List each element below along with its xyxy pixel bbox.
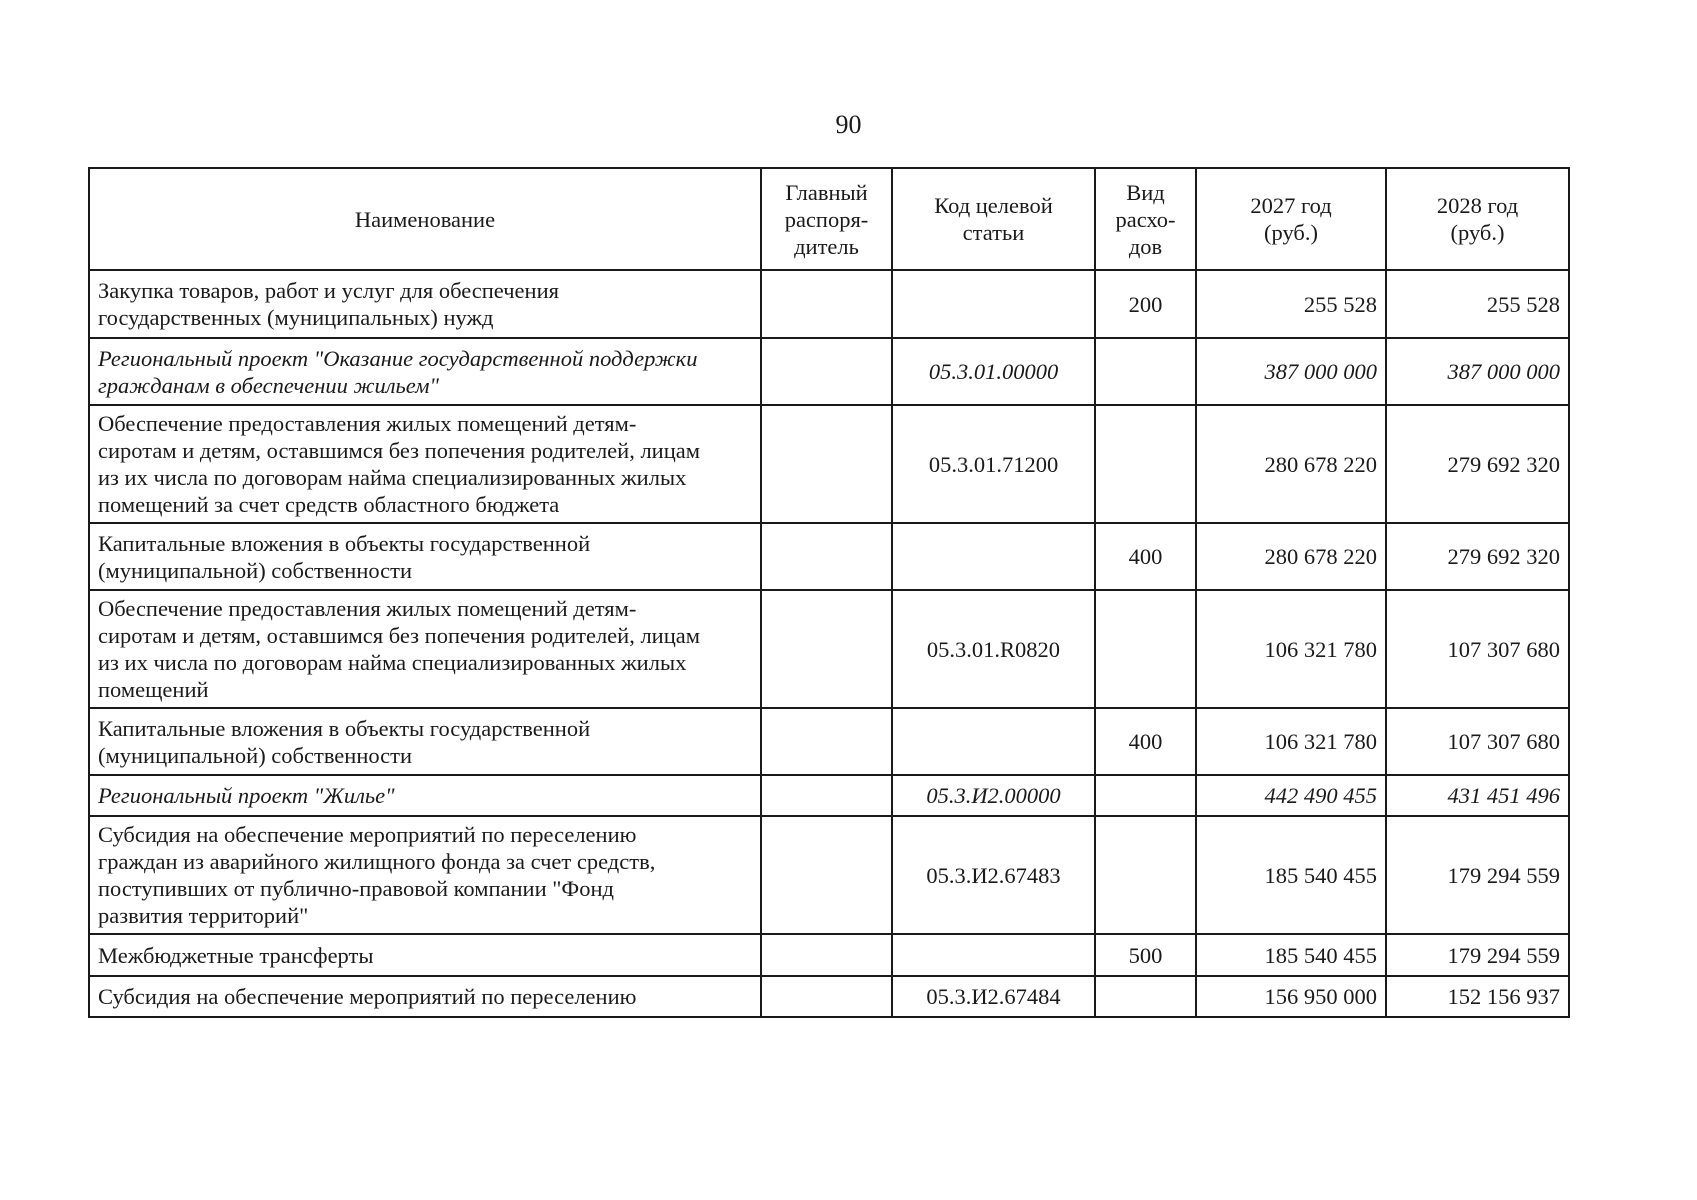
name-cell: [89, 270, 761, 338]
text-line: Межбюджетные трансферты: [98, 942, 374, 968]
text-line: помещений: [98, 677, 209, 702]
expense-type-cell: [1095, 338, 1196, 405]
header-2028: [1386, 168, 1569, 270]
code-cell: [892, 708, 1095, 775]
header-name: Наименование: [89, 168, 761, 270]
table-row: [89, 270, 1569, 338]
header-admin: [761, 168, 892, 270]
expense-type-cell: 200: [1095, 270, 1196, 338]
text-line: Закупка товаров, работ и услуг для обеспечения: [98, 278, 559, 303]
amount-2028-cell: 107 307 680: [1386, 590, 1569, 708]
table-row: [89, 816, 1569, 934]
text-line: (муниципальной) собственности: [98, 742, 413, 768]
table-body: [89, 270, 1569, 1017]
text-line: 2027 год: [1250, 193, 1332, 218]
amount-2027-cell: 255 528: [1196, 270, 1386, 338]
table-row: [89, 708, 1569, 775]
text-line: гражданам в обеспечении жильем": [98, 372, 439, 398]
text-line: распоря-: [784, 206, 869, 232]
name-cell: [89, 775, 761, 816]
admin-cell: [761, 523, 892, 590]
expense-type-cell: [1095, 405, 1196, 523]
amount-2027-cell: 156 950 000: [1196, 976, 1386, 1017]
text-line: поступивших от публично-правовой компании "Фонд: [98, 876, 614, 901]
text-line: (муниципальной) собственности: [98, 557, 413, 583]
amount-2028-cell: 152 156 937: [1386, 976, 1569, 1017]
admin-cell: [761, 590, 892, 708]
text-line: Капитальные вложения в объекты государственной: [98, 715, 591, 741]
admin-cell: [761, 976, 892, 1017]
table-row: [89, 590, 1569, 708]
text-line: государственных (муниципальных) нужд: [98, 305, 494, 330]
text-line: статьи: [962, 220, 1025, 245]
amount-2027-cell: 185 540 455: [1196, 816, 1386, 934]
amount-2027-cell: 442 490 455: [1196, 775, 1386, 816]
code-cell: [892, 270, 1095, 338]
code-cell: 05.3.И2.00000: [892, 775, 1095, 816]
amount-2028-cell: 179 294 559: [1386, 934, 1569, 976]
code-cell: [892, 934, 1095, 976]
name-cell: [89, 708, 761, 775]
text-line: расхо-: [1115, 206, 1176, 232]
text-line: (руб.): [1450, 220, 1505, 245]
admin-cell: [761, 816, 892, 934]
table-header-row: [89, 168, 1569, 270]
table-row: [89, 523, 1569, 590]
amount-2027-cell: 280 678 220: [1196, 405, 1386, 523]
amount-2027-cell: 106 321 780: [1196, 708, 1386, 775]
text-line: из их числа по договорам найма специализированных жилых: [98, 650, 687, 675]
amount-2027-cell: 106 321 780: [1196, 590, 1386, 708]
text-line: Код целевой: [934, 193, 1053, 218]
text-line: (руб.): [1264, 220, 1318, 245]
admin-cell: [761, 775, 892, 816]
budget-table: [88, 167, 1570, 1018]
code-cell: 05.3.И2.67484: [892, 976, 1095, 1017]
amount-2027-cell: 387 000 000: [1196, 338, 1386, 405]
text-line: сиротам и детям, оставшимся без попечения родителей, лицам: [98, 623, 700, 648]
expense-type-cell: 400: [1095, 523, 1196, 590]
text-line: Капитальные вложения в объекты государственной: [98, 530, 591, 556]
expense-type-cell: 400: [1095, 708, 1196, 775]
amount-2028-cell: 179 294 559: [1386, 816, 1569, 934]
amount-2027-cell: 280 678 220: [1196, 523, 1386, 590]
name-cell: [89, 405, 761, 523]
code-cell: 05.3.01.00000: [892, 338, 1095, 405]
text-line: Главный: [785, 179, 868, 205]
text-line: из их числа по договорам найма специализированных жилых: [98, 465, 687, 490]
admin-cell: [761, 405, 892, 523]
header-code: [892, 168, 1095, 270]
text-line: развития территорий": [98, 903, 309, 928]
expense-type-cell: [1095, 816, 1196, 934]
admin-cell: [761, 338, 892, 405]
text-line: Субсидия на обеспечение мероприятий по переселению: [98, 822, 637, 847]
table-row: [89, 405, 1569, 523]
text-line: 2028 год: [1436, 193, 1519, 218]
expense-type-cell: [1095, 976, 1196, 1017]
header-expense-type: [1095, 168, 1196, 270]
amount-2027-cell: 185 540 455: [1196, 934, 1386, 976]
amount-2028-cell: 431 451 496: [1386, 775, 1569, 816]
expense-type-cell: [1095, 775, 1196, 816]
code-cell: 05.3.01.R0820: [892, 590, 1095, 708]
amount-2028-cell: 279 692 320: [1386, 523, 1569, 590]
admin-cell: [761, 934, 892, 976]
text-line: дитель: [794, 233, 859, 259]
name-cell: [89, 523, 761, 590]
code-cell: [892, 523, 1095, 590]
amount-2028-cell: 255 528: [1386, 270, 1569, 338]
text-line: помещений за счет средств областного бюджета: [98, 492, 560, 517]
name-cell: [89, 934, 761, 976]
name-cell: [89, 976, 761, 1017]
text-line: Субсидия на обеспечение мероприятий по переселению: [98, 984, 637, 1009]
text-line: Обеспечение предоставления жилых помещений детям-: [98, 411, 637, 436]
amount-2028-cell: 279 692 320: [1386, 405, 1569, 523]
text-line: Региональный проект "Оказание государственной поддержки: [98, 345, 698, 371]
admin-cell: [761, 708, 892, 775]
text-line: граждан из аварийного жилищного фонда за счет средств,: [98, 849, 656, 874]
header-2027: [1196, 168, 1386, 270]
text-line: сиротам и детям, оставшимся без попечения родителей, лицам: [98, 438, 700, 463]
text-line: Вид: [1126, 179, 1165, 205]
table-row: [89, 338, 1569, 405]
text-line: Обеспечение предоставления жилых помещений детям-: [98, 596, 637, 621]
text-line: дов: [1128, 233, 1163, 259]
table-row: [89, 976, 1569, 1017]
expense-type-cell: [1095, 590, 1196, 708]
code-cell: 05.3.И2.67483: [892, 816, 1095, 934]
amount-2028-cell: 387 000 000: [1386, 338, 1569, 405]
amount-2028-cell: 107 307 680: [1386, 708, 1569, 775]
name-cell: [89, 590, 761, 708]
table-row: [89, 775, 1569, 816]
code-cell: 05.3.01.71200: [892, 405, 1095, 523]
page-number: 90: [835, 110, 862, 139]
admin-cell: [761, 270, 892, 338]
name-cell: [89, 338, 761, 405]
table-row: [89, 934, 1569, 976]
text-line: Региональный проект "Жилье": [98, 783, 395, 808]
expense-type-cell: 500: [1095, 934, 1196, 976]
name-cell: [89, 816, 761, 934]
